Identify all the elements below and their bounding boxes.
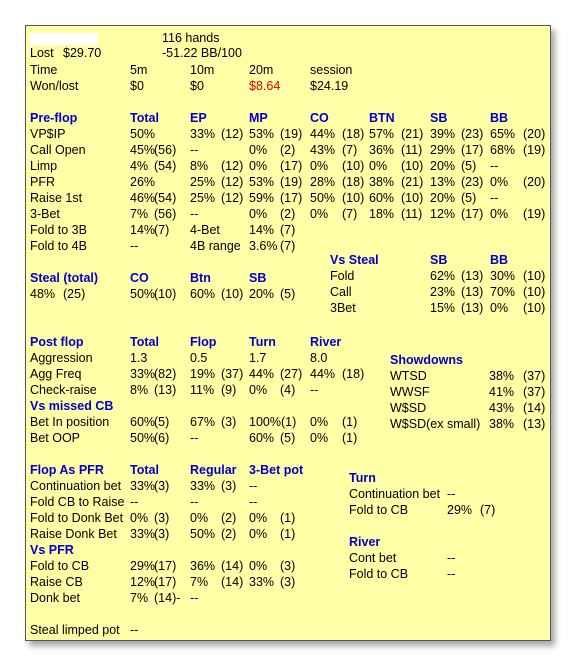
turn-row-label: Fold to CB (349, 503, 409, 517)
fold4b-total: -- (130, 239, 139, 253)
flop-pfr-label: Fold CB to Raise (30, 495, 125, 509)
preflop-btn_n: (11) (401, 207, 423, 221)
stats-hud-panel (25, 25, 551, 641)
river-value: -- (447, 551, 456, 565)
flop-pfr-total_n: (3) (154, 527, 170, 541)
vs-steal-row-label: Call (330, 285, 352, 299)
aggfreq-turn_n: (27) (280, 367, 303, 381)
preflop-mp: 53% (249, 127, 275, 141)
flop-pfr-label: Fold to Donk Bet (30, 511, 124, 525)
vs-steal-sb: 23% (430, 285, 456, 299)
preflop-col-bb: BB (490, 111, 509, 125)
preflop-ep_n: (12) (221, 159, 244, 173)
preflop-bb_n: (19) (523, 143, 546, 157)
vs-pfr-total: 7% (130, 591, 149, 605)
preflop-sb: 39% (430, 127, 456, 141)
preflop-co_n: (7) (342, 143, 358, 157)
preflop-sb_n: (5) (461, 159, 477, 173)
aggfreq-label: Agg Freq (30, 367, 82, 381)
flop-pfr-reg: 33% (190, 479, 216, 493)
flop-pfr-pot: -- (249, 495, 258, 509)
preflop-sb_n: (17) (461, 143, 484, 157)
time-col-2: 20m (249, 63, 274, 77)
fold3b-mid-n: (7) (280, 223, 296, 237)
vs-steal-sb: 15% (430, 301, 456, 315)
postflop-col-3: River (310, 335, 342, 349)
bet_ip-label: Bet In position (30, 415, 110, 429)
preflop-sb_n: (17) (461, 207, 484, 221)
fold4b-mid-value: 3.6% (249, 239, 278, 253)
preflop-co: 44% (310, 127, 336, 141)
vs-pfr-total: 12% (130, 575, 156, 589)
preflop-ep: -- (190, 143, 199, 157)
vs-pfr-reg: 36% (190, 559, 216, 573)
aggfreq-river_n: (18) (342, 367, 365, 381)
bet_ip-total_n: (5) (154, 415, 170, 429)
preflop-ep_n: (12) (221, 175, 244, 189)
vs-pfr-total_n: (17) (154, 575, 177, 589)
flop-as-pfr-title: Flop As PFR (30, 463, 104, 477)
preflop-mp_n: (2) (280, 207, 296, 221)
showdown-n: (14) (523, 401, 546, 415)
showdown-n: (37) (523, 385, 546, 399)
vs-steal-row-label: Fold (330, 269, 355, 283)
bet_ip-flop: 67% (190, 415, 216, 429)
steal-limped-value: -- (130, 623, 139, 637)
preflop-col-total: Total (130, 111, 159, 125)
checkraise-flop_n: (9) (221, 383, 237, 397)
preflop-co_n: (18) (342, 175, 365, 189)
fold3b-mid-label: 4-Bet (190, 223, 220, 237)
preflop-co: 0% (310, 207, 329, 221)
preflop-row-label: Limp (30, 159, 58, 173)
river-row-label: Cont bet (349, 551, 397, 565)
vs-steal-bb: 70% (490, 285, 516, 299)
vs-steal-bb-n: (10) (523, 285, 546, 299)
preflop-mp: 0% (249, 159, 268, 173)
preflop-row-label: PFR (30, 175, 55, 189)
preflop-row-label: VP$IP (30, 127, 66, 141)
vs-steal-sb: 62% (430, 269, 456, 283)
bet_ip-flop_n: (3) (221, 415, 237, 429)
checkraise-turn: 0% (249, 383, 268, 397)
vs-steal-sb-n: (13) (461, 301, 484, 315)
turn-n: (7) (480, 503, 496, 517)
preflop-ep_n: (12) (221, 191, 244, 205)
steal-value-2: 20% (249, 287, 275, 301)
fold3b-mid-value: 14% (249, 223, 275, 237)
preflop-row-label: Call Open (30, 143, 86, 157)
bet_oop-river: 0% (310, 431, 329, 445)
vs-pfr-reg: -- (190, 591, 199, 605)
aggression-label: Aggression (30, 351, 93, 365)
preflop-total_n: (56) (154, 143, 177, 157)
preflop-sb_n: (23) (461, 175, 484, 189)
aggression-total: 1.3 (130, 351, 148, 365)
preflop-ep: -- (190, 207, 199, 221)
checkraise-turn_n: (4) (280, 383, 296, 397)
flop-pfr-total: 33% (130, 479, 156, 493)
aggression-turn: 1.7 (249, 351, 267, 365)
steal-title: Steal (total) (30, 271, 99, 285)
steal-col-0: CO (130, 271, 149, 285)
flop-pfr-pot_n: (1) (280, 511, 296, 525)
preflop-co: 43% (310, 143, 336, 157)
preflop-col-btn: BTN (369, 111, 395, 125)
flop-pfr-pot: 0% (249, 527, 268, 541)
flop-pfr-total_n: (3) (154, 511, 170, 525)
preflop-btn_n: (10) (401, 159, 424, 173)
fold4b-mid-n: (7) (280, 239, 296, 253)
showdown-value: 41% (489, 385, 515, 399)
showdown-n: (37) (523, 369, 546, 383)
preflop-col-ep: EP (190, 111, 207, 125)
won-lost-value-3: $24.19 (310, 79, 349, 93)
bet_oop-total_n: (6) (154, 431, 170, 445)
checkraise-total_n: (13) (154, 383, 177, 397)
flop-pfr-reg: 0% (190, 511, 209, 525)
aggfreq-flop: 19% (190, 367, 216, 381)
flop-pfr-label: Continuation bet (30, 479, 122, 493)
preflop-title: Pre-flop (30, 111, 78, 125)
preflop-co: 0% (310, 159, 329, 173)
preflop-col-sb: SB (430, 111, 448, 125)
bet_oop-total: 50% (130, 431, 156, 445)
preflop-co_n: (7) (342, 207, 358, 221)
preflop-mp_n: (19) (280, 127, 303, 141)
preflop-sb: 20% (430, 191, 456, 205)
preflop-btn: 18% (369, 207, 395, 221)
preflop-mp_n: (19) (280, 175, 303, 189)
bet_oop-river_n: (1) (342, 431, 358, 445)
flop-pfr-reg: -- (190, 495, 199, 509)
vs-steal-row-label: 3Bet (330, 301, 356, 315)
preflop-mp_n: (2) (280, 143, 296, 157)
vs-pfr-reg_n: (14) (221, 575, 244, 589)
flop-pfr-pot_n: (1) (280, 527, 296, 541)
aggfreq-river: 44% (310, 367, 336, 381)
won-lost-value-0: $0 (130, 79, 144, 93)
preflop-bb: 65% (490, 127, 516, 141)
preflop-mp: 0% (249, 207, 268, 221)
redacted-player-name (30, 33, 98, 45)
preflop-total: 45% (130, 143, 156, 157)
vs-pfr-pot: 0% (249, 559, 268, 573)
preflop-row-label: Raise 1st (30, 191, 83, 205)
preflop-co: 50% (310, 191, 336, 205)
showdown-label: WTSD (390, 369, 427, 383)
aggression-flop: 0.5 (190, 351, 208, 365)
preflop-btn: 36% (369, 143, 395, 157)
vs-pfr-total_n: (17) (154, 559, 177, 573)
preflop-bb: 68% (490, 143, 516, 157)
vs-steal-bb-n: (10) (523, 301, 546, 315)
aggression-river: 8.0 (310, 351, 328, 365)
flop-pfr-label: Raise Donk Bet (30, 527, 117, 541)
time-col-3: session (310, 63, 353, 77)
preflop-total_n: (54) (154, 191, 177, 205)
steal-col-2: SB (249, 271, 267, 285)
preflop-row-label: 3-Bet (30, 207, 60, 221)
vs-steal-col-sb: SB (430, 253, 448, 267)
preflop-ep: 33% (190, 127, 216, 141)
vs-steal-title: Vs Steal (330, 253, 379, 267)
flop-pfr-total_n: (3) (154, 479, 170, 493)
flop-pfr-reg_n: (3) (221, 479, 237, 493)
flop-as-pfr-col-1: Regular (190, 463, 237, 477)
vs-steal-bb: 30% (490, 269, 516, 283)
showdown-n: (13) (523, 417, 546, 431)
vs-missed-cb-title: Vs missed CB (30, 399, 114, 413)
turn-value: 29% (447, 503, 473, 517)
preflop-mp: 59% (249, 191, 275, 205)
showdown-value: 38% (489, 369, 515, 383)
vs-pfr-label: Raise CB (30, 575, 83, 589)
preflop-btn: 57% (369, 127, 395, 141)
bet_oop-turn: 60% (249, 431, 275, 445)
lost-label: Lost (30, 46, 54, 60)
aggfreq-total: 33% (130, 367, 156, 381)
aggfreq-flop_n: (37) (221, 367, 244, 381)
preflop-sb: 12% (430, 207, 456, 221)
preflop-co: 28% (310, 175, 336, 189)
preflop-co_n: (18) (342, 127, 365, 141)
preflop-mp: 0% (249, 143, 268, 157)
fold4b-label: Fold to 4B (30, 239, 87, 253)
preflop-bb: 0% (490, 207, 509, 221)
preflop-bb_n: (20) (523, 127, 546, 141)
preflop-total: 50% (130, 127, 156, 141)
bet_oop-turn_n: (5) (280, 431, 296, 445)
preflop-ep_n: (12) (221, 127, 244, 141)
preflop-total_n: (56) (154, 207, 177, 221)
steal-n-0: (10) (154, 287, 177, 301)
preflop-btn: 60% (369, 191, 395, 205)
won-lost-value-1: $0 (190, 79, 204, 93)
vs-pfr-total_n: (14)- (154, 591, 181, 605)
preflop-col-mp: MP (249, 111, 268, 125)
preflop-ep: 8% (190, 159, 209, 173)
checkraise-total: 8% (130, 383, 149, 397)
river-title: River (349, 535, 381, 549)
flop-pfr-pot: -- (249, 479, 258, 493)
won-lost-value-2: $8.64 (249, 79, 281, 93)
vs-steal-bb-n: (10) (523, 269, 546, 283)
fold3b-label: Fold to 3B (30, 223, 87, 237)
preflop-mp: 53% (249, 175, 275, 189)
preflop-col-co: CO (310, 111, 329, 125)
flop-pfr-pot: 0% (249, 511, 268, 525)
time-col-1: 10m (190, 63, 215, 77)
postflop-col-0: Total (130, 335, 159, 349)
turn-row-label: Continuation bet (349, 487, 441, 501)
preflop-btn: 0% (369, 159, 388, 173)
vs-steal-bb: 0% (490, 301, 509, 315)
preflop-total_n: (54) (154, 159, 177, 173)
preflop-total: 26% (130, 175, 156, 189)
preflop-btn_n: (10) (401, 191, 424, 205)
vs-pfr-total: 29% (130, 559, 156, 573)
hands-count: 116 hands (162, 31, 220, 45)
preflop-btn: 38% (369, 175, 395, 189)
preflop-ep: 25% (190, 191, 216, 205)
time-col-0: 5m (130, 63, 148, 77)
vs-pfr-reg: 7% (190, 575, 209, 589)
steal-n-2: (5) (280, 287, 296, 301)
steal-total-n: (25) (63, 287, 86, 301)
preflop-btn_n: (21) (401, 175, 424, 189)
preflop-btn_n: (11) (401, 143, 423, 157)
checkraise-river: -- (310, 383, 319, 397)
checkraise-label: Check-raise (30, 383, 97, 397)
preflop-mp_n: (17) (280, 191, 303, 205)
steal-n-1: (10) (221, 287, 244, 301)
flop-as-pfr-col-2: 3-Bet pot (249, 463, 304, 477)
preflop-total: 46% (130, 191, 156, 205)
time-label: Time (30, 63, 58, 77)
steal-limped-label: Steal limped pot (30, 623, 120, 637)
preflop-total: 7% (130, 207, 149, 221)
postflop-col-1: Flop (190, 335, 217, 349)
preflop-ep: 25% (190, 175, 216, 189)
river-value: -- (447, 567, 456, 581)
preflop-sb: 20% (430, 159, 456, 173)
flop-pfr-reg: 50% (190, 527, 216, 541)
bet_ip-river_n: (1) (342, 415, 358, 429)
won-lost-label: Won/lost (30, 79, 79, 93)
showdown-value: 43% (489, 401, 515, 415)
aggfreq-turn: 44% (249, 367, 275, 381)
preflop-co_n: (10) (342, 191, 365, 205)
showdown-label: W$SD(ex small) (390, 417, 481, 431)
vs-pfr-pot_n: (3) (280, 559, 296, 573)
showdowns-title: Showdowns (390, 353, 463, 367)
fold3b-total: 14% (130, 223, 156, 237)
steal-value-1: 60% (190, 287, 216, 301)
vs-steal-col-bb: BB (490, 253, 509, 267)
vs-pfr-pot: 33% (249, 575, 275, 589)
preflop-bb: -- (490, 191, 499, 205)
preflop-co_n: (10) (342, 159, 365, 173)
showdown-label: W$SD (390, 401, 427, 415)
preflop-bb_n: (19) (523, 207, 546, 221)
preflop-bb: 0% (490, 175, 509, 189)
vs-pfr-reg_n: (14) (221, 559, 244, 573)
showdown-value: 38% (489, 417, 515, 431)
preflop-sb: 29% (430, 143, 456, 157)
vs-steal-sb-n: (13) (461, 269, 484, 283)
aggfreq-total_n: (82) (154, 367, 177, 381)
preflop-sb: 13% (430, 175, 456, 189)
vs-pfr-label: Donk bet (30, 591, 81, 605)
preflop-btn_n: (21) (401, 127, 424, 141)
vs-steal-sb-n: (13) (461, 285, 484, 299)
bb100-rate: -51.22 BB/100 (162, 46, 242, 60)
vs-pfr-title: Vs PFR (30, 543, 74, 557)
preflop-total: 4% (130, 159, 149, 173)
river-row-label: Fold to CB (349, 567, 409, 581)
postflop-title: Post flop (30, 335, 84, 349)
steal-col-1: Btn (190, 271, 211, 285)
bet_ip-total: 60% (130, 415, 156, 429)
steal-value-0: 50% (130, 287, 156, 301)
lost-amount: $29.70 (63, 46, 102, 60)
preflop-sb_n: (23) (461, 127, 484, 141)
bet_ip-turn: 100%(1) (249, 415, 297, 429)
flop-pfr-total: 33% (130, 527, 156, 541)
flop-pfr-total: -- (130, 495, 139, 509)
showdown-label: WWSF (390, 385, 430, 399)
turn-value: -- (447, 487, 456, 501)
bet_oop-label: Bet OOP (30, 431, 81, 445)
bet_ip-river: 0% (310, 415, 329, 429)
turn-title: Turn (349, 471, 376, 485)
preflop-mp_n: (17) (280, 159, 303, 173)
preflop-bb: -- (490, 159, 499, 173)
checkraise-flop: 11% (190, 383, 215, 397)
flop-as-pfr-col-0: Total (130, 463, 159, 477)
steal-total: 48% (30, 287, 56, 301)
fold4b-mid-label: 4B range (190, 239, 241, 253)
flop-pfr-reg_n: (2) (221, 511, 237, 525)
preflop-bb_n: (20) (523, 175, 546, 189)
fold3b-total-n: (7) (154, 223, 170, 237)
vs-pfr-label: Fold to CB (30, 559, 90, 573)
flop-pfr-reg_n: (2) (221, 527, 237, 541)
flop-pfr-total: 0% (130, 511, 149, 525)
postflop-col-2: Turn (249, 335, 276, 349)
bet_oop-flop: -- (190, 431, 199, 445)
preflop-sb_n: (5) (461, 191, 477, 205)
vs-pfr-pot_n: (3) (280, 575, 296, 589)
